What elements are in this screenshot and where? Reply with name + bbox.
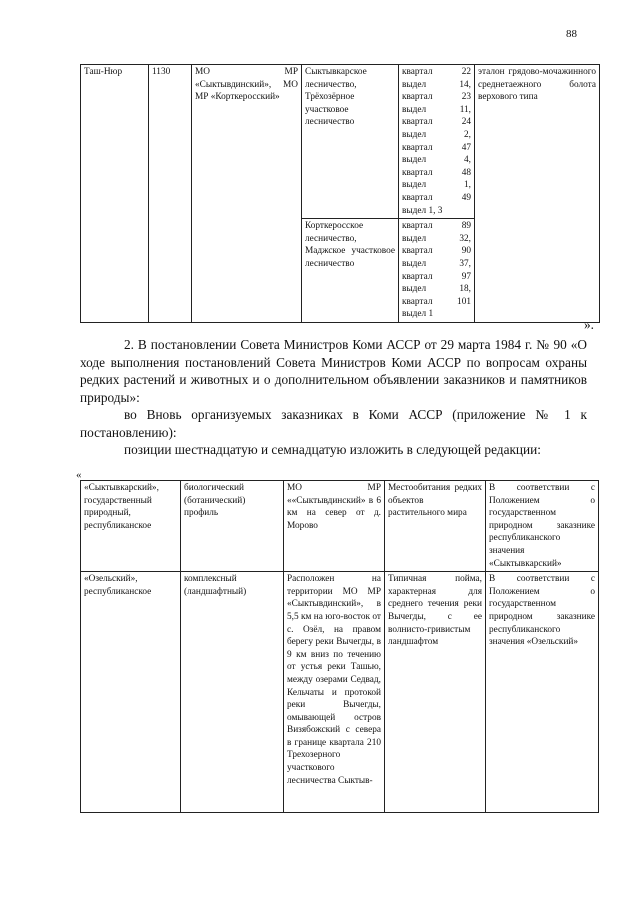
quarter-line: квартал 24 — [402, 117, 471, 128]
quarter-line: выдел 14, — [402, 79, 471, 90]
quarter-line: квартал 22 — [402, 67, 471, 77]
location-cell: МО МР ««Сыктывдинский» в 6 км на север от д. Морово — [284, 481, 385, 572]
closing-quote: ». — [584, 317, 594, 332]
forestry-cell: Корткеросское лесничество, Маджское участковое лесничество — [302, 219, 399, 323]
regulation-cell: В соответствии с Положением о государственном природном заказнике республиканского значения «Сыктывкарский» — [486, 481, 599, 572]
quarter-line: квартал 47 — [402, 142, 471, 153]
reserve-name-cell: Таш-Нюр — [81, 65, 149, 323]
quarter-line: квартал 23 — [402, 92, 471, 103]
reserve-name-cell: «Сыктывкарский», государственный природный, республиканское — [81, 481, 181, 572]
paragraph-section: во Вновь организуемых заказниках в Коми АССР (приложение № 1 к постановлению): — [80, 407, 587, 440]
quarter-line: выдел 11, — [402, 104, 471, 115]
quarter-line: квартал 97 — [402, 271, 471, 282]
quarter-line: квартал 48 — [402, 167, 471, 178]
quarter-line: выдел 1, — [402, 180, 471, 191]
quarter-line: квартал 89 — [402, 221, 471, 232]
location-cell: Расположен на территории МО МР «Сыктывдинский», в 5,5 км на юго-восток от с. Озёл, на правом берегу реки Вычегды, в 9 км вниз по течению от устья реки Ташью, между озерами Седвад, Кельчаты и протокой реки Вычегды, омывающей остров Визябожский с севера в границе квартала 210 Трехозерного участкового лесничества Сыктыв- — [284, 572, 385, 813]
quarter-line: выдел 32, — [402, 233, 471, 244]
profile-cell: биологический (ботанический) профиль — [181, 481, 284, 572]
quarter-line: выдел 37, — [402, 258, 471, 269]
table-row — [81, 481, 599, 572]
quarter-line: квартал 49 — [402, 192, 471, 203]
regulation-cell: В соответствии с Положением о государственном природном заказнике республиканского значения «Озельский» — [486, 572, 599, 813]
quarter-line: выдел 2, — [402, 129, 471, 140]
nature-reserve-table-continued — [80, 64, 600, 323]
table-row — [81, 572, 599, 813]
quarters-cell — [399, 65, 475, 219]
reserves-amendment-table — [80, 480, 599, 813]
quarter-line: выдел 18, — [402, 284, 471, 295]
municipality-cell: МО МР «Сыктывдинский», МО МР «Корткеросский» — [192, 65, 302, 323]
quarter-line: выдел 1, 3 — [402, 205, 443, 216]
table-row — [81, 65, 600, 219]
paragraph-positions: позиции шестнадцатую и семнадцатую изложить в следующей редакции: — [124, 442, 541, 457]
quarter-line: выдел 1 — [402, 309, 434, 320]
forestry-cell: Сыктывкарское лесничество, Трёхозёрное участковое лесничество — [302, 65, 399, 219]
profile-cell: комплексный (ландшафтный) — [181, 572, 284, 813]
reserve-name-cell: «Озельский», республиканское — [81, 572, 181, 813]
area-cell: 1130 — [149, 65, 192, 323]
quarter-line: квартал 90 — [402, 246, 471, 257]
description-cell: эталон грядово-мочажинного среднетаежного болота верхового типа — [475, 65, 600, 323]
quarters-cell — [399, 219, 475, 323]
page-number: 88 — [566, 28, 577, 40]
paragraph-amendment: 2. В постановлении Совета Министров Коми АССР от 29 марта 1984 г. № 90 «О ходе выполнения постановлений Совета Министров Коми АССР по вопросам охраны редких растений и животных и о дополнительном объявлении заказников и памятников природы»: — [80, 337, 587, 405]
habitat-cell: Местообитания редких объектов растительного мира — [385, 481, 486, 572]
habitat-cell: Типичная пойма, характерная для среднего течения реки Вычегды, с ее волнисто-гривистым ландшафтом — [385, 572, 486, 813]
quarter-line: выдел 4, — [402, 155, 471, 166]
opening-quote: « — [76, 469, 82, 481]
quarter-line: квартал 101 — [402, 296, 471, 307]
